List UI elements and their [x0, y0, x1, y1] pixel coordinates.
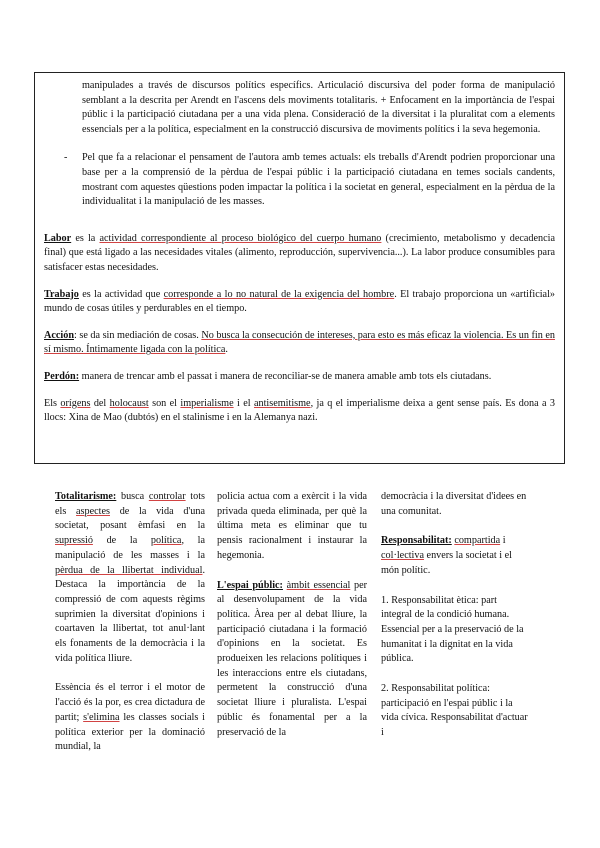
perdon-definition: Perdón: manera de trencar amb el passat i manera de reconciliar-se de manera amable amb tots els ciutadans.	[44, 370, 492, 382]
espai-public-paragraph: L'espai públic: àmbit essencial per al desenvolupament de la vida política. Àrea per al debat lliure, la participació ciutadana i la formació d'opinions en la societat. Es produeixen les relacions polítiques i les interaccions entre els ciutadans, permetent la construcció d'una societat lliure i pluralista. L'espai públic és fonamental per a la preservació de la	[217, 579, 368, 738]
holocaust-word: holocaust	[109, 397, 149, 409]
accion-definition: Acción: se da sin mediación de cosas. No busca la consecución de intereses, para esto es más eficaz la violencia. Es un fin en sí mismo. Íntimamente ligada con la política.	[44, 329, 556, 356]
trabajo-term: Trabajo	[44, 288, 79, 300]
trabajo-underlined: corresponde a lo no natural de la exigencia del hombre	[163, 288, 395, 300]
responsabilitat-etica-paragraph: 1. Responsabilitat ètica: part integral de la condició humana. Essencial per a la preservació de la humanitat i la dignitat en la vida pública.	[381, 594, 524, 665]
bullet-marker: -	[64, 152, 68, 164]
labor-underlined: actividad correspondiente al proceso biológico del cuerpo humano	[99, 232, 382, 244]
responsabilitat-paragraph: Responsabilitat: compartida i col·lectiva envers la societat i el món polític.	[381, 535, 512, 576]
origens-word: orígens	[60, 397, 91, 409]
column-1	[55, 490, 205, 755]
column-3	[381, 490, 529, 741]
accion-term: Acción	[44, 329, 74, 341]
labor-term: Labor	[44, 232, 72, 244]
trabajo-definition: Trabajo es la actividad que corresponde a lo no natural de la exigencia del hombre. El trabajo proporciona un «artificial» mundo de cosas útiles y perdurables en el tiempo.	[44, 288, 556, 315]
continuation-paragraph: manipulades a través de discursos polítics específics. Articulació discursiva del poder forma de manipulació semblant a la descrita per Arendt en l'ascens dels moviments totalitaris. + Enfocament en la importància de l'espai públic i la participació ciutadana per a una vida plena. Consideració de la diversitat i la pluralitat com a elements essencials per a la política, especialment en la construcció discursiva de moviments polítics i la seva hegemonia.	[82, 80, 555, 135]
policia-paragraph: policia actua com a exèrcit i la vida privada queda eliminada, per què la última meta es eliminar que tu pensis racionalment i instaurar la hegemonia.	[217, 491, 367, 561]
imperialisme-word: imperialisme	[180, 397, 234, 409]
essencia-paragraph: Essència és el terror i el motor de l'acció és la por, es crea dictadura de partit; s'elimina les classes socials i política exterior per la dominació mundial, la	[55, 682, 205, 753]
totalitarisme-term: Totalitarisme:	[55, 491, 117, 502]
bullet-text: Pel que fa a relacionar el pensament de l'autora amb temes actuals: els treballs d'Arendt podrien proporcionar una base per a la comprensió de la pèrdua de l'espai públic i la participació ciutadana en temes socials candents, mostrant com aquestes qüestions poden impactar la política i la societat en general, especialment en la pèrdua de la individualitat i la manipulació de les masses.	[82, 152, 555, 208]
origens-paragraph: Els orígens del holocaust son el imperialisme i el antisemitisme, ja q el imperialisme deixa a gent sense país. Es dona a 3 llocs: Xina de Mao (dubtós) en el stalinisme i en la Alemanya nazi.	[44, 397, 555, 424]
responsabilitat-politica-paragraph: 2. Responsabilitat política: participació en l'espai públic i la vida cívica. Responsabilitat d'actuar i	[381, 683, 528, 739]
labor-definition: Labor es la actividad correspondiente al proceso biológico del cuerpo humano (crecimiento, metabolismo y decadencia final) que está ligado a las necesidades vitales (alimento, reproducción, supervivencia...). La labor produce consumibles para satisfacer estas necesidades.	[44, 232, 555, 273]
totalitarisme-paragraph: Totalitarisme: busca controlar tots els aspectes de la vida d'una societat, posant èmfasi en la supressió de la política, la manipulació de les masses i la pèrdua de la llibertat individual. Destaca la importància de la compressió de com aquests règims suprimien la diversitat d'opinions i coartaven la llibertat, tot anul·lant els fonaments de la democràcia i la vida política lliure.	[55, 491, 205, 664]
democracia-paragraph: democràcia i la diversitat d'idees en una comunitat.	[381, 491, 527, 517]
three-column-notes	[55, 490, 535, 840]
perdon-term: Perdón:	[44, 370, 80, 382]
bullet-item	[44, 151, 555, 209]
espai-public-term: L'espai públic:	[217, 579, 283, 591]
column-2	[217, 490, 367, 740]
responsabilitat-term: Responsabilitat:	[381, 535, 452, 547]
accion-underlined: No busca la consecución de intereses, para esto es más eficaz la violencia. Es un fin en sí mismo. Íntimamente ligada con la política	[44, 329, 556, 356]
antisemitisme-word: antisemitisme	[253, 397, 311, 409]
notes-box	[34, 72, 565, 464]
